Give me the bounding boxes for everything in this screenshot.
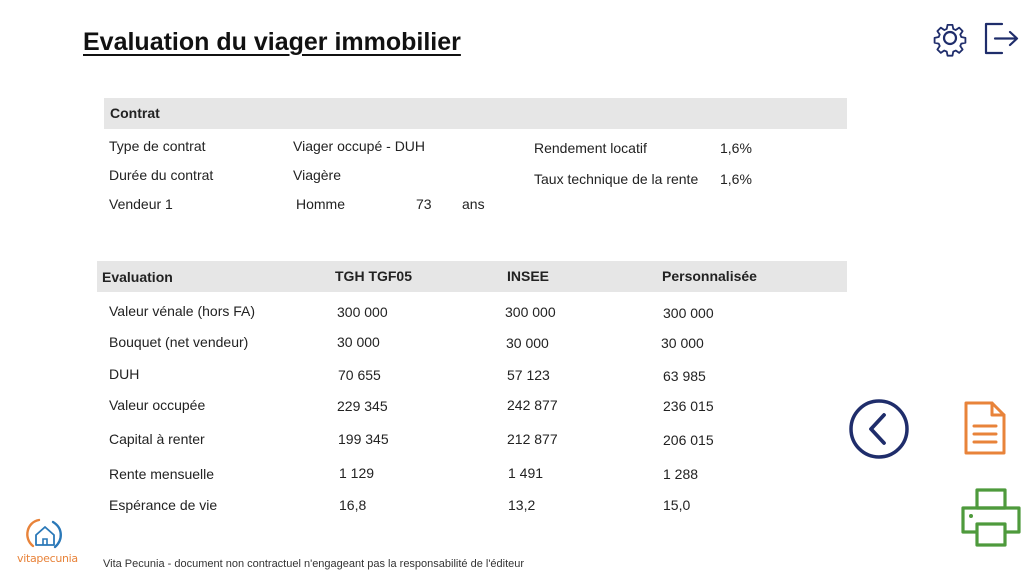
duree-contrat-value: Viagère [293, 167, 342, 183]
row-label: Rente mensuelle [109, 466, 215, 482]
vendeur-age: 73 [416, 196, 432, 212]
row-label: DUH [109, 366, 140, 382]
cell-tgh: 229 345 [337, 398, 388, 414]
logout-icon [982, 18, 1022, 58]
cell-insee: 1 491 [508, 465, 544, 481]
printer-icon [960, 486, 1022, 548]
cell-insee: 212 877 [507, 431, 558, 447]
vendeur-sexe: Homme [296, 196, 346, 212]
type-contrat-value: Viager occupé - DUH [293, 138, 426, 154]
cell-tgh: 16,8 [339, 497, 367, 513]
logo-icon [15, 514, 77, 554]
cell-insee: 30 000 [506, 335, 549, 351]
taux-technique-label: Taux technique de la rente [534, 171, 699, 187]
logo-text: vitapecunia [17, 552, 78, 565]
cell-tgh: 199 345 [338, 431, 389, 447]
column-personnalisee: Personnalisée [662, 268, 757, 284]
footer-disclaimer: Vita Pecunia - document non contractuel n'engageant pas la responsabilité de l'éditeur [103, 558, 525, 570]
rendement-value: 1,6% [720, 140, 752, 156]
cell-tgh: 300 000 [337, 304, 388, 320]
cell-perso: 300 000 [663, 305, 714, 321]
column-insee: INSEE [507, 268, 550, 284]
row-label: Valeur vénale (hors FA) [109, 303, 256, 319]
cell-perso: 236 015 [663, 398, 714, 414]
row-label: Capital à renter [109, 431, 205, 447]
cell-tgh: 30 000 [337, 334, 380, 350]
document-icon [962, 400, 1008, 456]
cell-insee: 57 123 [507, 367, 550, 383]
contrat-header [104, 98, 847, 129]
cell-tgh: 70 655 [338, 367, 381, 383]
cell-insee: 300 000 [505, 304, 556, 320]
chevron-left-circle-icon [848, 398, 910, 460]
column-tgh-tgf05: TGH TGF05 [335, 268, 413, 284]
type-contrat-label: Type de contrat [109, 138, 206, 154]
gear-icon [930, 18, 970, 58]
row-label: Espérance de vie [109, 497, 218, 513]
cell-perso: 30 000 [661, 335, 704, 351]
cell-perso: 63 985 [663, 368, 706, 384]
logout-button[interactable] [982, 18, 1022, 58]
duree-contrat-label: Durée du contrat [109, 167, 214, 183]
row-label: Bouquet (net vendeur) [109, 334, 249, 350]
page-title: Evaluation du viager immobilier [83, 28, 461, 56]
cell-perso: 206 015 [663, 432, 714, 448]
row-label: Valeur occupée [109, 397, 206, 413]
contrat-header-label: Contrat [110, 105, 160, 121]
cell-perso: 15,0 [663, 497, 691, 513]
settings-button[interactable] [930, 18, 970, 58]
vitapecunia-logo [15, 514, 77, 578]
cell-tgh: 1 129 [339, 465, 375, 481]
document-button[interactable] [962, 400, 1008, 456]
rendement-label: Rendement locatif [534, 140, 647, 156]
cell-insee: 242 877 [507, 397, 558, 413]
cell-insee: 13,2 [508, 497, 536, 513]
evaluation-header-label: Evaluation [102, 269, 173, 285]
vendeur-label: Vendeur 1 [109, 196, 173, 212]
cell-perso: 1 288 [663, 466, 699, 482]
print-button[interactable] [960, 486, 1022, 548]
evaluation-header [97, 261, 847, 292]
back-button[interactable] [848, 398, 910, 460]
taux-technique-value: 1,6% [720, 171, 752, 187]
vendeur-age-unit: ans [462, 196, 485, 212]
